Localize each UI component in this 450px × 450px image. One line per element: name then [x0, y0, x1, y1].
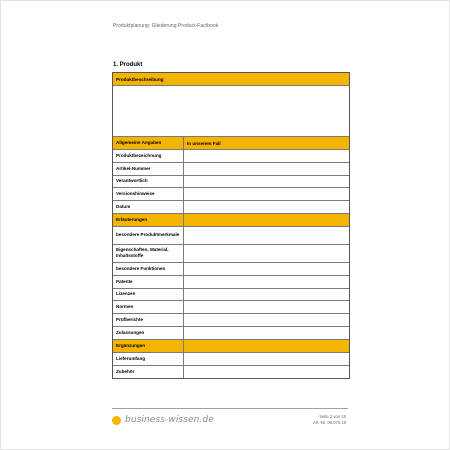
- table-row: [113, 227, 349, 245]
- row-label: Zulassungen: [113, 327, 184, 339]
- general-header-col2: In unserem Fall: [184, 137, 349, 149]
- table-row: [113, 163, 349, 176]
- additions-header-row: [113, 340, 349, 353]
- row-label: besondere Produktmerkmale: [113, 227, 184, 244]
- description-header-label: Produktbeschreibung: [116, 76, 164, 82]
- row-label: Lizenzen: [113, 289, 184, 301]
- row-value-field[interactable]: [184, 314, 349, 326]
- row-label: Produktbezeichnung: [113, 150, 184, 162]
- row-value-field[interactable]: [184, 327, 349, 339]
- logo-dot-icon: [112, 416, 121, 425]
- description-input-area[interactable]: [113, 86, 349, 137]
- row-label: Zubehör: [113, 366, 184, 379]
- table-row: [113, 353, 349, 366]
- row-value-field[interactable]: [184, 176, 349, 188]
- row-value-field[interactable]: [184, 289, 349, 301]
- row-label: Patente: [113, 276, 184, 288]
- table-row: [113, 188, 349, 201]
- section-title: 1. Produkt: [113, 62, 143, 68]
- row-label: Artikel-Nummer: [113, 163, 184, 175]
- row-label: Versionshinweise: [113, 188, 184, 200]
- page-info: [313, 414, 346, 426]
- row-value-field[interactable]: [184, 353, 349, 365]
- article-number: Art.-Nr. 06.076.19: [312, 420, 346, 425]
- table-row: [113, 276, 349, 289]
- document-header: Produktplanung: Gliederung Product-Factbook: [113, 23, 219, 29]
- row-value-field[interactable]: [184, 227, 349, 244]
- row-value-field[interactable]: [184, 245, 349, 262]
- row-value-field[interactable]: [184, 163, 349, 175]
- product-form-table: [112, 72, 350, 379]
- row-value-field[interactable]: [184, 150, 349, 162]
- row-label: Verantwortlich: [113, 176, 184, 188]
- additions-header-label: Ergänzungen: [113, 340, 184, 352]
- table-row: [113, 245, 349, 263]
- logo-text: business-wissen.de: [125, 415, 214, 425]
- table-row: [113, 289, 349, 302]
- row-label: Prüfberichte: [113, 314, 184, 326]
- row-value-field[interactable]: [184, 276, 349, 288]
- row-value-field[interactable]: [184, 263, 349, 275]
- table-row: [113, 301, 349, 314]
- row-label: Datum: [113, 201, 184, 213]
- table-row: [113, 150, 349, 163]
- explanations-header-blank: [184, 214, 349, 226]
- row-label: Lieferumfang: [113, 353, 184, 365]
- table-row: [113, 314, 349, 327]
- row-value-field[interactable]: [184, 188, 349, 200]
- explanations-header-label: Erläuterungen: [113, 214, 184, 226]
- row-value-field[interactable]: [184, 201, 349, 213]
- footer-divider: [112, 408, 348, 409]
- general-header-col1: Allgemeine Angaben: [113, 137, 184, 149]
- table-row: [113, 201, 349, 214]
- general-header-row: [113, 137, 349, 150]
- description-header-row: [113, 73, 349, 86]
- additions-header-blank: [184, 340, 349, 352]
- row-label: besondere Funktionen: [113, 263, 184, 275]
- business-wissen-logo: [112, 415, 214, 425]
- row-label: Eigenschaften, Material, Inhaltsstoffe: [113, 245, 184, 262]
- row-label: Normen: [113, 301, 184, 313]
- table-row: [113, 366, 349, 379]
- table-row: [113, 263, 349, 276]
- table-row: [113, 176, 349, 189]
- row-value-field[interactable]: [184, 301, 349, 313]
- page-number: Seite 2 von 16: [319, 414, 346, 419]
- explanations-header-row: [113, 214, 349, 227]
- row-value-field[interactable]: [184, 366, 349, 379]
- table-row: [113, 327, 349, 340]
